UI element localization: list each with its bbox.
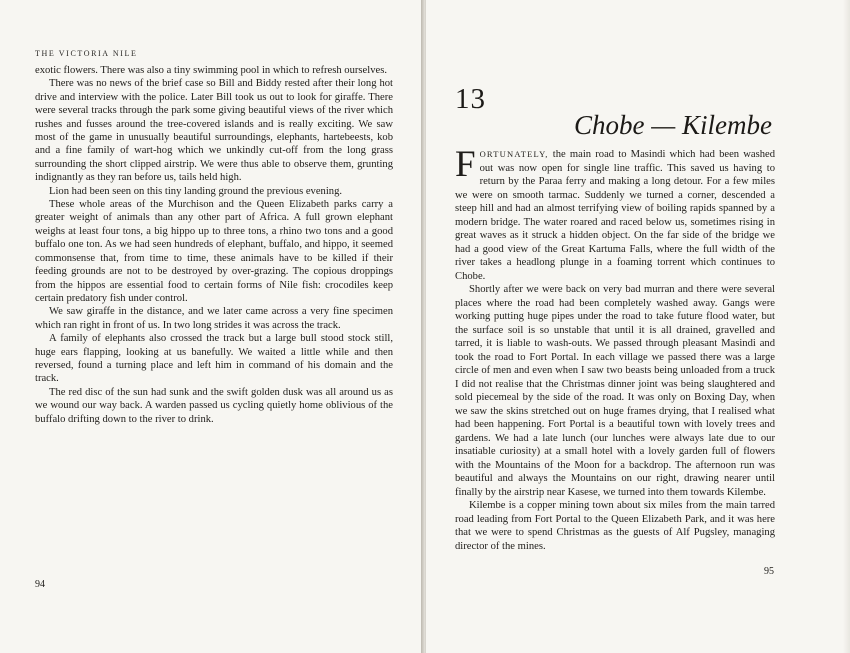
left-page (0, 0, 422, 653)
paragraph: Kilembe is a copper mining town about six miles from the main tarred road leading from Fort Portal to the Queen Elizabeth Park, and it was here that we were to spend Christmas as the guests of Alf Pugsley, managing director of the mines. (455, 500, 775, 552)
paragraph: The red disc of the sun had sunk and the swift golden dusk was all around us as we wound our way back. A warden passed us cycling quietly home oblivious of the buffalo drifting down to the river to drink. (35, 386, 393, 425)
paragraph: Shortly after we were back on very bad murran and there were several places where the road had been completely washed away. Gangs were working putting huge pipes under the road to take future flood water, but the surface soil is so unstable that until it is all drained, gravelled and tarred, it is liable to wash-outs. We passed through pleasant Masindi and took the road to Fort Portal. In each village we passed there was a large circle of men and even when I saw two beasts being unloaded from a truck I did not realise that the Christmas dinner joint was being slaughtered and sold piecemeal by the side of the road. It was only on Boxing Day, when we saw the skins stretched out on huge frames drying, that I realised what had been happening. Fort Portal is a beautiful town with lovely trees and gardens. We had a late lunch (our lunches were always late due to our insatiable curiosity) at a small hotel with a lovely garden full of flowers with the Mountains of the Moon for a backdrop. The afternoon run was beautiful and always the Mountains on our right, drawing nearer until finally by the airstrip near Kasese, we turned into them towards Kilembe. (455, 284, 775, 498)
page-number-left: 94 (35, 579, 45, 590)
right-page-body (455, 144, 775, 553)
paragraph: There was no news of the brief case so Bill and Biddy rested after their long hot drive and interview with the police. Later Bill took us out to look for giraffe. There were several tracks through the park some giving beautiful views of the river which rushes and fusses around the tree-covered islands and is really exciting. We saw most of the game in unusually beautiful surroundings, elephants, hartebeests, kob and a fine family of wart-hog which we unkindly cut-off from the long grass surrounding the short clipped airstrip. We were thus able to observe them, grunting indignantly as they ran before us, tails held high. (35, 78, 393, 184)
opening-word: ORTUNATELY, (479, 149, 549, 159)
paragraph: Lion had been seen on this tiny landing ground the previous evening. (49, 185, 343, 197)
opening-paragraph (455, 144, 775, 283)
chapter-title: Chobe — Kilembe (574, 110, 772, 140)
paragraph: exotic flowers. There was also a tiny swimming pool in which to refresh ourselves. (35, 65, 387, 76)
left-page-body (35, 64, 393, 426)
opening-paragraph-text: the main road to Masindi which had been washed out was now open for single line traffic. This saved us having to return by the Paraa ferry and making a long detour. For a few miles we were on smooth tarmac. Suddenly we turned a corner, descended a steep hill and had an almost terrifying view of boiling rapids spanned by a modern bridge. The water roared and raced below us, sometimes rising in great waves as it struck a hidden object. On the far side of the bridge we had a good view of the Great Kartuma Falls, where the full width of the river takes a headlong plunge in a foaming torrent which continues to Chobe. (455, 149, 775, 282)
drop-cap: F (455, 144, 476, 185)
paragraph: A family of elephants also crossed the track but a large bull stood stock still, huge ears flapping, looking at us banefully. We waited a little while and then reversed, found a turning place and left him in command of his domain and the track. (35, 333, 393, 385)
page-edge-shadow (843, 0, 850, 653)
paragraph: These whole areas of the Murchison and the Queen Elizabeth parks carry a greater weight of animals than any other part of Africa. A full grown elephant weighs at least four tons, a big hippo up to three tons, a rhino two tons and a good buffalo one ton. As we had seen hundreds of elephant, buffalo, and hippo, it seemed commonsense that, from time to time, these animals have to be killed if their feeding grounds are not to be destroyed by over-grazing. The copious droppings from the hippos are essential food to certain forms of Nile fish: crocodiles keep certain predatory fish under control. (35, 199, 393, 304)
paragraph: We saw giraffe in the distance, and we later came across a very fine specimen which ran right in front of us. In two long strides it was across the track. (35, 306, 393, 331)
chapter-number: 13 (455, 83, 486, 115)
running-head: THE VICTORIA NILE (35, 49, 138, 58)
page-number-right: 95 (764, 566, 774, 577)
